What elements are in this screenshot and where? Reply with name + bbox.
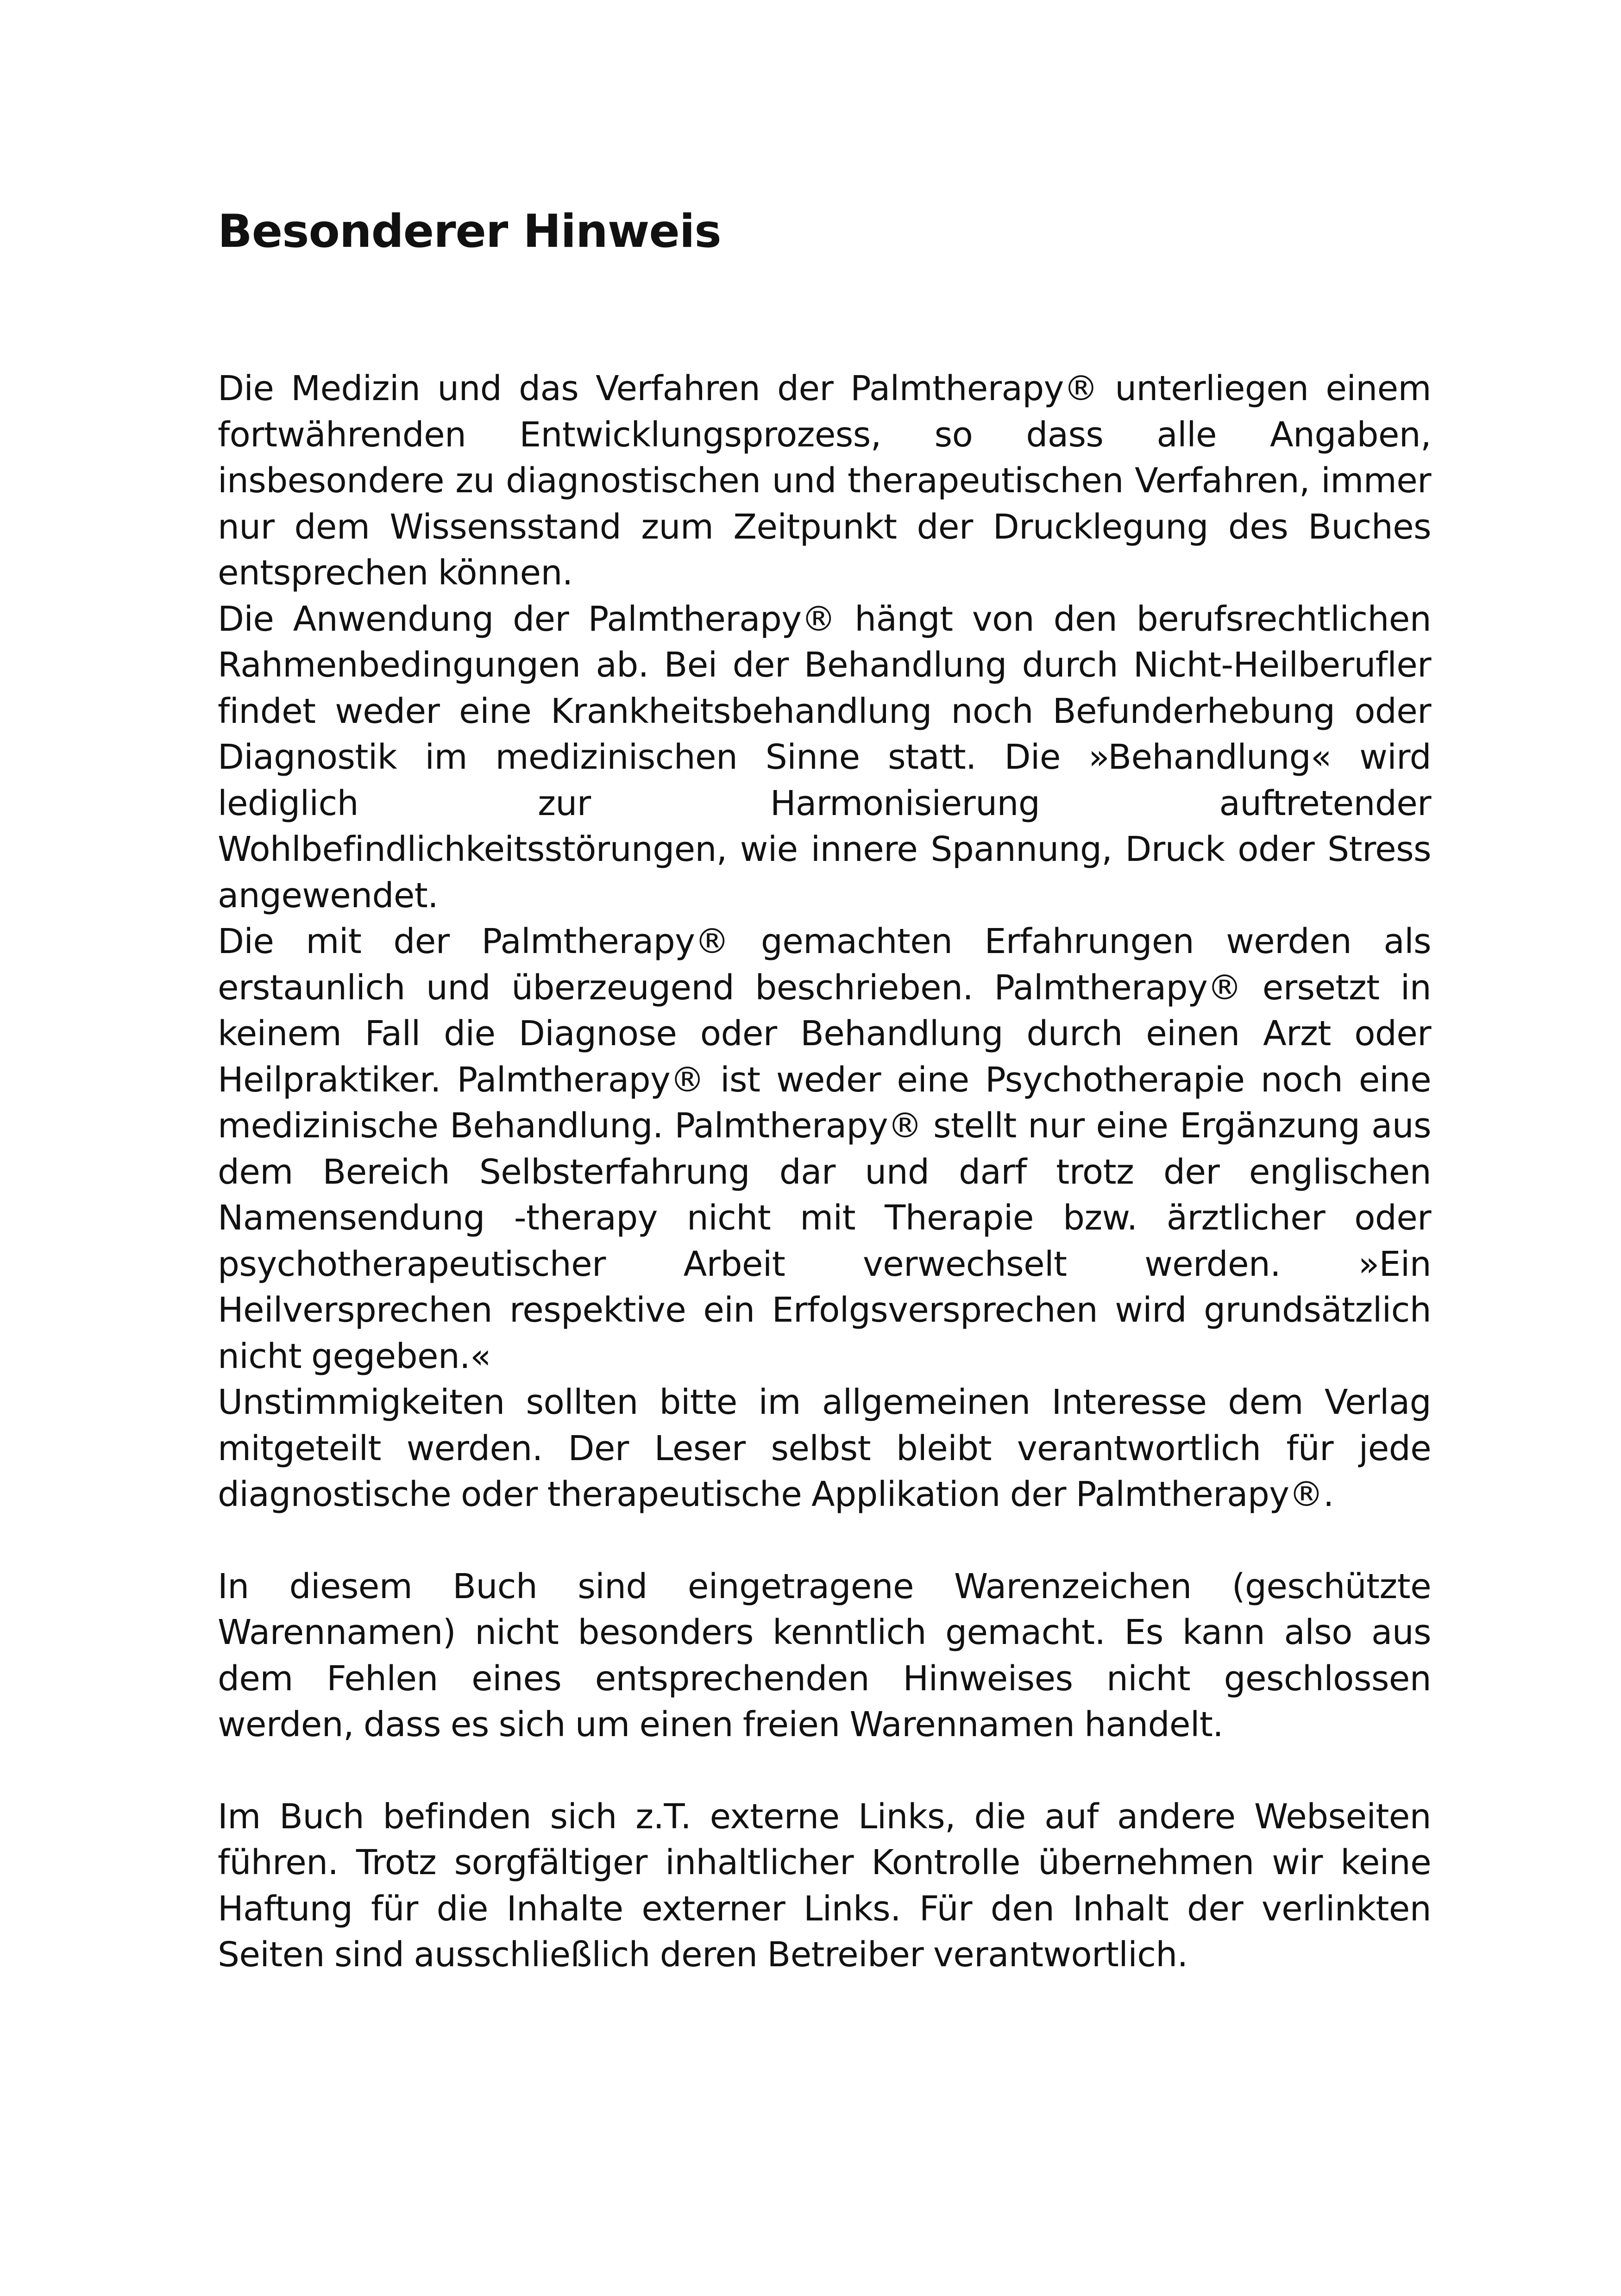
document-page [218,204,1431,1978]
paragraph-application-conditions: Die Anwendung der Palmtherapy® hängt von den berufsrechtlichen Rahmenbedingungen ab. Bei der Behandlung durch Nicht-Heilberufler findet weder eine Krankheitsbehandlung noch Befunderhebung oder Diagnostik im medizinischen Sinne statt. Die »Behandlung« wird lediglich zur Harmonisierung auftretender Wohlbefindlichkeitsstörungen, wie innere Spannung, Druck oder Stress angewendet. [218,599,1431,916]
paragraph-inconsistencies: Unstimmigkeiten sollten bitte im allgemeinen Interesse dem Verlag mitgeteilt werden. Der Leser selbst bleibt verantwortlich für jede diagnostische oder therapeutische Applikation der Palmtherapy®. [218,1382,1431,1514]
paragraph-medicine-development: Die Medizin und das Verfahren der Palmtherapy® unterliegen einem fortwährenden Entwicklungsprozess, so dass alle Angaben, insbesondere zu diagnostischen und therapeutischen Verfahren, immer nur dem Wissensstand zum Zeitpunkt der Drucklegung des Buches entsprechen können. [218,369,1431,593]
paragraph-experiences: Die mit der Palmtherapy® gemachten Erfahrungen werden als erstaunlich und überzeugend beschrieben. Palmtherapy® ersetzt in keinem Fall die Diagnose oder Behandlung durch einen Arzt oder Heilpraktiker. Palmtherapy® ist weder eine Psychotherapie noch eine medizinische Behandlung. Palmtherapy® stellt nur eine Ergänzung aus dem Bereich Selbsterfahrung dar und darf trotz der englischen Namensendung -therapy nicht mit Therapie bzw. ärztlicher oder psychotherapeutischer Arbeit verwechselt werden. »Ein Heilversprechen respektive ein Erfolgsversprechen wird grundsätzlich nicht gegeben.« [218,922,1431,1376]
paragraph-trademarks: In diesem Buch sind eingetragene Warenzeichen (geschützte Warennamen) nicht besonders kenntlich gemacht. Es kann also aus dem Fehlen eines entsprechenden Hinweises nicht geschlossen werden, dass es sich um einen freien Warennamen handelt. [218,1566,1431,1744]
page-title: Besonderer Hinweis [218,205,721,258]
paragraph-external-links: Im Buch befinden sich z.T. externe Links, die auf andere Webseiten führen. Trotz sorgfältiger inhaltlicher Kontrolle übernehmen wir keine Haftung für die Inhalte externer Links. Für den Inhalt der verlinkten Seiten sind ausschließlich deren Betreiber verantwortlich. [218,1796,1431,1975]
